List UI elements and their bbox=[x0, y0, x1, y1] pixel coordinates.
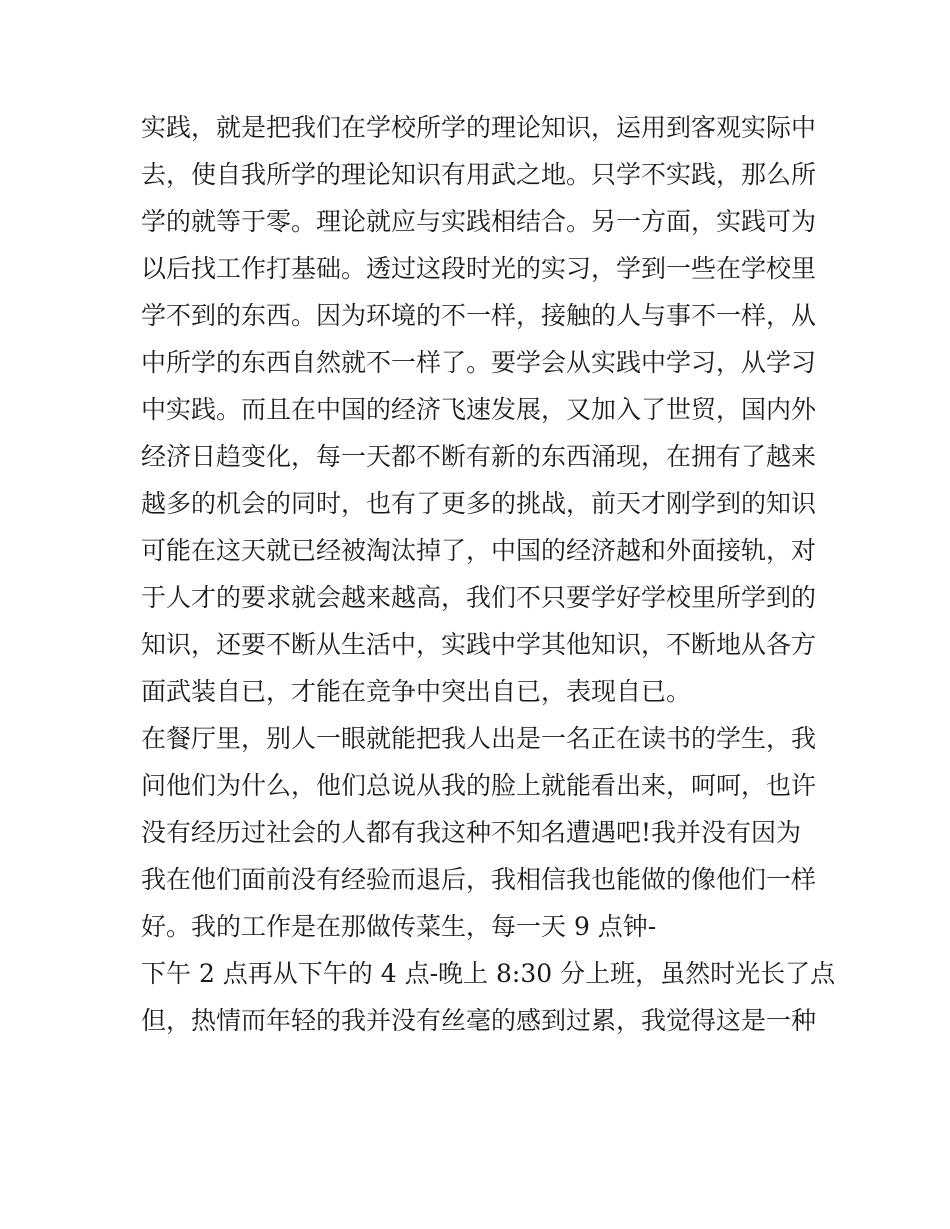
text-line: 我在他们面前没有经验而退后，我相信我也能做的像他们一样 bbox=[141, 865, 817, 894]
text-line: 越多的机会的同时，也有了更多的挑战，前天才刚学到的知识 bbox=[141, 489, 817, 518]
text-line: 问他们为什么，他们总说从我的脸上就能看出来，呵呵，也许 bbox=[141, 771, 817, 800]
text-line: 于人才的要求就会越来越高，我们不只要学好学校里所学到的 bbox=[141, 583, 817, 612]
text-line: 中实践。而且在中国的经济飞速发展，又加入了世贸，国内外 bbox=[141, 395, 817, 424]
text-line: 实践，就是把我们在学校所学的理论知识，运用到客观实际中 bbox=[141, 113, 817, 142]
text-line: 中所学的东西自然就不一样了。要学会从实践中学习，从学习 bbox=[141, 348, 817, 377]
text-line: 知识，还要不断从生活中，实践中学其他知识，不断地从各方 bbox=[141, 630, 817, 659]
text-line: 经济日趋变化，每一天都不断有新的东西涌现，在拥有了越来 bbox=[141, 442, 817, 471]
text-line: 学的就等于零。理论就应与实践相结合。另一方面，实践可为 bbox=[141, 207, 817, 236]
text-line: 学不到的东西。因为环境的不一样，接触的人与事不一样，从 bbox=[141, 301, 817, 330]
text-line: 去，使自我所学的理论知识有用武之地。只学不实践，那么所 bbox=[141, 160, 817, 189]
text-line: 以后找工作打基础。透过这段时光的实习，学到一些在学校里 bbox=[141, 254, 817, 283]
text-line: 可能在这天就已经被淘汰掉了，中国的经济越和外面接轨，对 bbox=[141, 536, 817, 565]
text-line: 但，热情而年轻的我并没有丝毫的感到过累，我觉得这是一种 bbox=[141, 1006, 817, 1035]
document-body bbox=[141, 104, 836, 1044]
text-line: 下午 2 点再从下午的 4 点-晚上 8:30 分上班，虽然时光长了点 bbox=[141, 959, 836, 988]
text-line: 好。我的工作是在那做传菜生，每一天 9 点钟- bbox=[141, 912, 657, 941]
text-line: 面武装自已，才能在竞争中突出自已，表现自已。 bbox=[141, 677, 692, 706]
text-line: 在餐厅里，别人一眼就能把我人出是一名正在读书的学生，我 bbox=[141, 724, 817, 753]
text-line: 没有经历过社会的人都有我这种不知名遭遇吧!我并没有因为 bbox=[141, 818, 802, 847]
